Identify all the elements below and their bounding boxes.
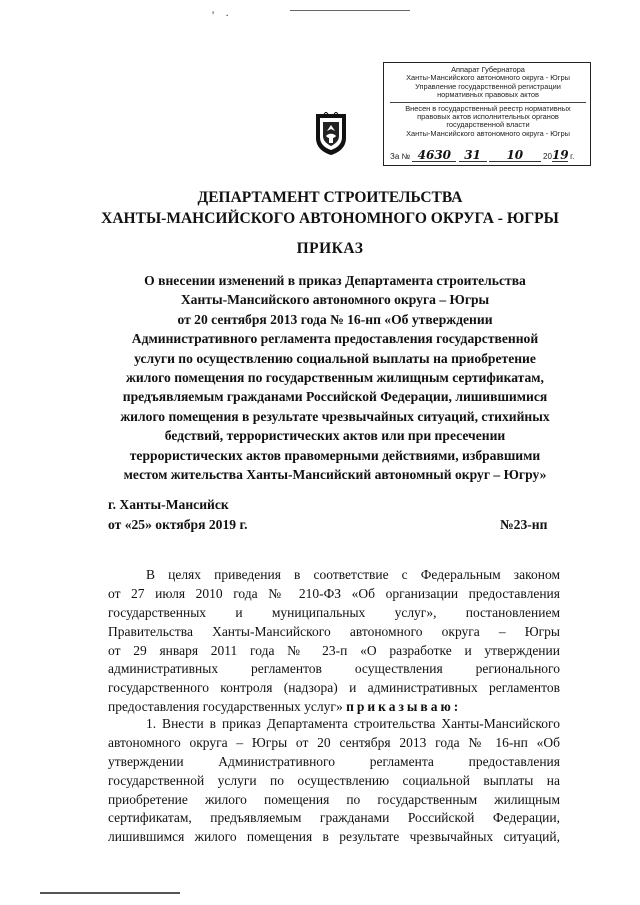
department-name: [60, 187, 600, 229]
paragraph-item-1: [108, 715, 560, 847]
subject-line: жилого помещения по государственным жилищным сертификатам,: [126, 370, 544, 386]
stamp-line: Ханты-Мансийского автономного округа - Югры: [406, 129, 570, 138]
subject-line: О внесении изменений в приказ Департамента строительства: [144, 273, 526, 288]
stamp-reg-prefix: За №: [390, 151, 411, 161]
subject-line: услуги по осуществлению социальной выплаты на приобретение: [134, 350, 536, 366]
body-line: автономного округа – Югры от 20 сентября 2013 года № 16-нп «Об: [108, 734, 560, 750]
stamp-line: нормативных правовых актов: [437, 91, 539, 100]
stamp-line: правовых актов исполнительных органов: [417, 113, 559, 122]
paragraph-preamble: [108, 566, 560, 717]
subject-line: террористических актов правомерными действиями, избравшими: [129, 447, 541, 463]
issue-date: от «25» октября 2019 г.: [108, 517, 248, 532]
subject-line: местом жительства Ханты-Мансийский автономный округ – Югру»: [123, 467, 547, 483]
stamp-divider: [390, 102, 586, 103]
stamp-year-end: г.: [570, 151, 575, 161]
body-line: от 29 января 2011 года № 23-п «О разработке и утверждении: [108, 642, 560, 658]
stamp-year-suffix: 19: [551, 147, 569, 162]
stamp-line: Аппарат Губернатора: [451, 66, 525, 74]
subject-line: Ханты-Мансийского автономного округа – Югры: [180, 292, 490, 308]
registration-stamp: [383, 62, 591, 166]
body-line: от 27 июля 2010 года № 210-ФЗ «Об организации предоставления: [108, 585, 560, 601]
body-line: утверждении Административного регламента предоставления: [108, 753, 560, 769]
body-line: лишившимся жилого помещения в результате чрезвычайных ситуаций,: [108, 829, 560, 845]
subject-line: бедствий, террористических актов или при пресечении: [164, 428, 506, 444]
subject-line: предъявляемым гражданами Российской Федерации, лишившимися: [122, 389, 548, 405]
department-line: ХАНТЫ-МАНСИЙСКОГО АВТОНОМНОГО ОКРУГА - ЮГРЫ: [101, 210, 559, 227]
body-line-text: предоставления государственных услуг»: [108, 699, 343, 715]
department-line: ДЕПАРТАМЕНТ СТРОИТЕЛЬСТВА: [197, 189, 463, 206]
stamp-line: Ханты-Мансийского автономного округа - Югры: [406, 74, 570, 83]
subject-line: жилого помещения в результате чрезвычайных ситуаций, стихийных: [120, 408, 550, 424]
top-margin-mark: ' ·: [212, 8, 234, 22]
stamp-month: 10: [506, 147, 524, 162]
coat-of-arms-icon: [314, 112, 348, 156]
stamp-day: 31: [464, 147, 481, 162]
order-number: №23-нп: [500, 517, 548, 532]
subject-line: Административного регламента предоставления государственной: [131, 331, 539, 347]
order-directive: приказываю:: [346, 699, 462, 715]
body-line: сертификатам, предъявляемым гражданами Российской Федерации,: [108, 810, 560, 826]
subject-line: от 20 сентября 2013 года № 16-нп «Об утверждении: [177, 311, 493, 327]
stamp-reg-number: 4630: [417, 147, 452, 162]
body-line: Правительства Ханты-Мансийского автономного округа – Югры: [108, 623, 560, 639]
body-line: государственных и муниципальных услуг», постановлением: [108, 604, 560, 620]
body-line: государственного контроля (надзора) и административных регламентов: [108, 680, 560, 696]
stamp-line: государственной власти: [446, 121, 530, 130]
body-line: государственной услуги по осуществлению социальной выплаты на: [108, 772, 560, 788]
stamp-registration-row: [390, 147, 586, 162]
body-line: административных регламентов осуществления регионального: [108, 661, 560, 677]
body-line: 1. Внести в приказ Департамента строительства Ханты-Мансийского: [146, 716, 560, 731]
body-line: В целях приведения в соответствие с Федеральным законом: [146, 567, 560, 582]
body-line: приобретение жилого помещения по государственным жилищным: [108, 791, 560, 807]
stamp-year-prefix: 20: [543, 151, 552, 161]
top-margin-rule: [290, 10, 410, 11]
stamp-line: Внесен в государственный реестр нормативных: [405, 104, 571, 113]
stamp-line: Управление государственной регистрации: [415, 82, 561, 91]
bottom-margin-rule: [40, 892, 180, 894]
issue-place: г. Ханты-Мансийск: [108, 497, 229, 512]
order-subject: [110, 271, 560, 484]
document-title: ПРИКАЗ: [296, 240, 364, 257]
